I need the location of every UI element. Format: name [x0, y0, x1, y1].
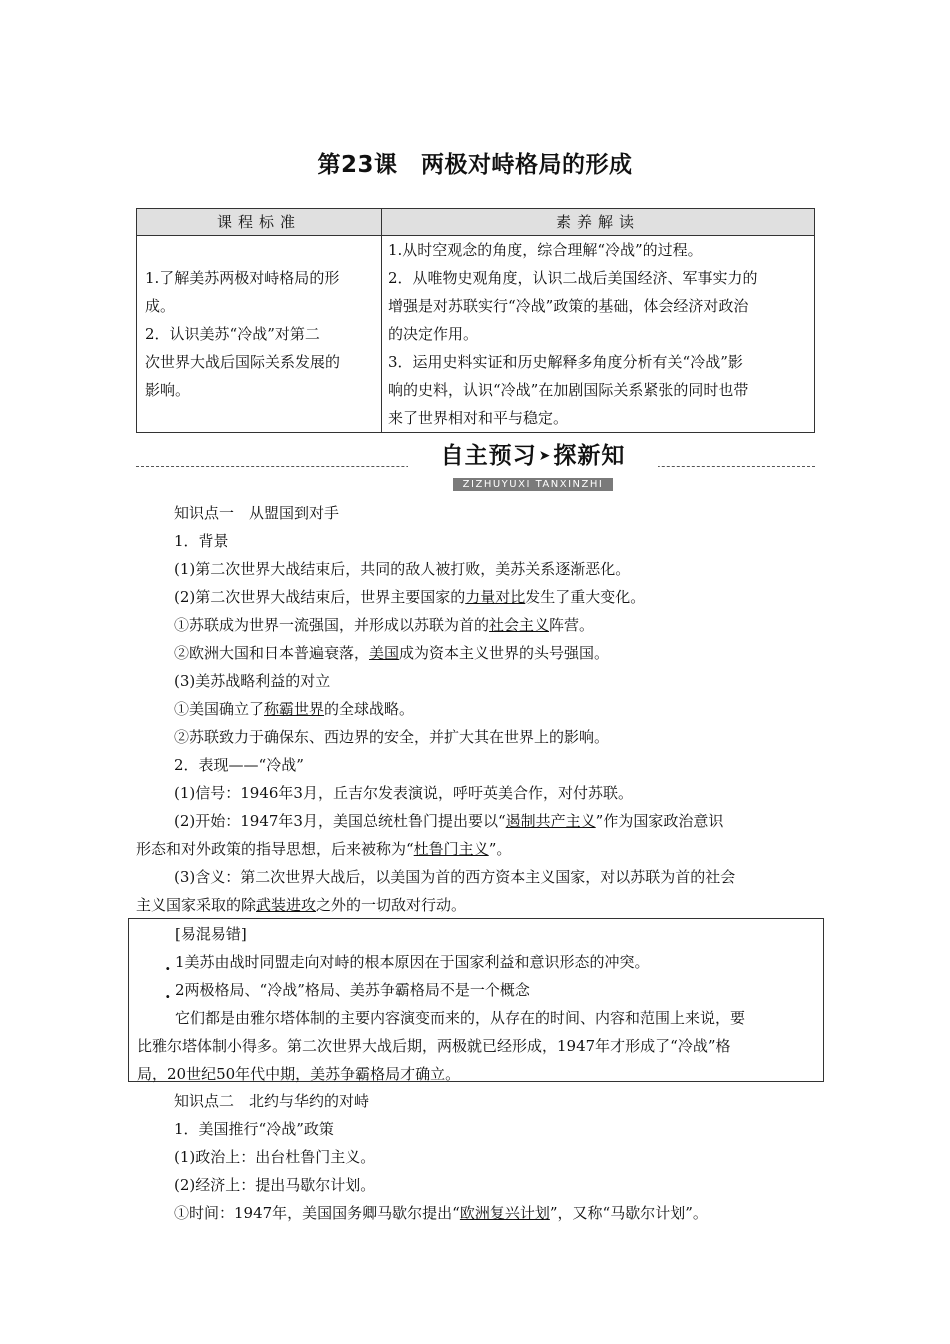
- text-span: 形态和对外政策的指导思想，后来被称为“: [136, 840, 414, 858]
- text-line: 1美苏由战时同盟走向对峙的根本原因在于国家利益和意识形态的冲突。 ·: [175, 951, 650, 972]
- text-line: [174, 614, 594, 635]
- text-span: 阵营。: [549, 616, 595, 634]
- underlined-term: 称霸世界: [264, 700, 325, 718]
- underlined-term: 社会主义: [489, 616, 550, 634]
- text-line: (3)含义：第二次世界大战后，以美国为首的西方资本主义国家，对以苏联为首的社会: [174, 868, 736, 886]
- text-span: ①美国确立了: [174, 700, 265, 718]
- text-line: [174, 810, 723, 831]
- table-header-standard: 课程标准: [137, 209, 382, 236]
- text-span: 成为资本主义世界的头号强国。: [399, 644, 610, 662]
- text-line: (1)政治上：出台杜鲁门主义。: [174, 1148, 376, 1166]
- common-mistakes-box: [128, 918, 824, 1082]
- chevron-right-icon: ➤: [538, 448, 552, 464]
- interpretation-line: 响的史料，认识“冷战”在加剧国际关系紧张的同时也带: [388, 381, 749, 399]
- standard-cell: [137, 236, 382, 433]
- text-line: 2．表现——“冷战”: [174, 756, 304, 774]
- text-line: 1．背景: [174, 532, 229, 550]
- text-span: 发生了重大变化。: [525, 588, 646, 606]
- text-line: (1)信号：1946年3月，丘吉尔发表演说，呼吁英美合作，对付苏联。: [174, 784, 633, 802]
- text-line: (3)美苏战略利益的对立: [174, 672, 331, 690]
- text-span: ①苏联成为世界一流强国，并形成以苏联为首的: [174, 616, 490, 634]
- text-line: 局，20世纪50年代中期，美苏争霸格局才确立。: [137, 1065, 461, 1083]
- section-heading: 知识点一 从盟国到对手: [174, 504, 340, 522]
- box-heading: [易混易错]: [175, 925, 247, 943]
- text-span: ”作为国家政治意识: [595, 812, 724, 830]
- text-span: ”。: [488, 840, 512, 858]
- text-span: 之外的一切敌对行动。: [316, 896, 467, 914]
- text-line: (2)经济上：提出马歇尔计划。: [174, 1176, 376, 1194]
- underlined-term: 力量对比: [465, 588, 526, 606]
- text-line: [136, 838, 511, 859]
- text-line: (1)第二次世界大战结束后，共同的敌人被打败，美苏关系逐渐恶化。: [174, 560, 631, 578]
- underlined-term: 杜鲁门主义: [413, 840, 489, 858]
- standard-line: 1.了解美苏两极对峙格局的形: [145, 269, 340, 287]
- text-line: 它们都是由雅尔塔体制的主要内容演变而来的，从存在的时间、内容和范围上来说，要: [175, 1009, 746, 1027]
- interpretation-line: 增强是对苏联实行“冷战”政策的基础，体会经济对政治: [388, 297, 749, 315]
- banner-right-text: 探新知: [553, 443, 626, 469]
- interpretation-line: 3．运用史料实证和历史解释多角度分析有关“冷战”影: [388, 353, 743, 371]
- underlined-term: 美国: [369, 644, 400, 662]
- text-span: ”，又称“马歇尔计划”。: [549, 1204, 708, 1222]
- text-span: (2)开始：1947年3月，美国总统杜鲁门提出要以“: [174, 812, 506, 830]
- text-line: ②苏联致力于确保东、西边界的安全，并扩大其在世界上的影响。: [174, 728, 610, 746]
- banner-subtitle: ZIZHUYUXI TANXINZHI: [453, 478, 614, 491]
- text-line: 2两极格局、“冷战”格局、美苏争霸格局不是一个概念 ·: [175, 979, 530, 1000]
- standard-line: 成。: [145, 297, 176, 315]
- text-line: [136, 894, 466, 915]
- section-heading: 知识点二 北约与华约的对峙: [174, 1092, 370, 1110]
- text-line: 比雅尔塔体制小得多。第二次世界大战后期，两极就已经形成，1947年才形成了“冷战”格: [137, 1037, 731, 1055]
- text-line: 1．美国推行“冷战”政策: [174, 1120, 334, 1138]
- text-line: [174, 586, 645, 607]
- underlined-term: 欧洲复兴计划: [459, 1204, 550, 1222]
- interpretation-line: 2．从唯物史观角度，认识二战后美国经济、军事实力的: [388, 269, 758, 287]
- curriculum-table: [136, 208, 815, 433]
- text-line: [174, 698, 414, 719]
- text-line: [174, 642, 609, 663]
- text-line: [174, 1202, 708, 1223]
- underlined-term: 遏制共产主义: [505, 812, 596, 830]
- interpretation-cell: [382, 236, 815, 433]
- text-span: (2)第二次世界大战结束后，世界主要国家的: [174, 588, 466, 606]
- section-banner: [408, 440, 658, 490]
- standard-line: 次世界大战后国际关系发展的: [145, 353, 341, 371]
- text-span: 的全球战略。: [324, 700, 415, 718]
- underlined-term: 武装进攻: [256, 896, 317, 914]
- text-span: ②欧洲大国和日本普遍衰落，: [174, 644, 370, 662]
- interpretation-line: 来了世界相对和平与稳定。: [388, 409, 569, 427]
- standard-line: 2．认识美苏“冷战”对第二: [145, 325, 320, 343]
- interpretation-line: 的决定作用。: [388, 325, 479, 343]
- standard-line: 影响。: [145, 381, 191, 399]
- banner-left-text: 自主预习: [440, 443, 537, 469]
- text-span: ①时间：1947年，美国国务卿马歇尔提出“: [174, 1204, 460, 1222]
- text-span: 主义国家采取的除: [136, 896, 257, 914]
- page-title: 第23课 两极对峙格局的形成: [317, 152, 633, 178]
- interpretation-line: 1.从时空观念的角度，综合理解“冷战”的过程。: [388, 241, 703, 259]
- table-header-interpretation: 素养解读: [382, 209, 815, 236]
